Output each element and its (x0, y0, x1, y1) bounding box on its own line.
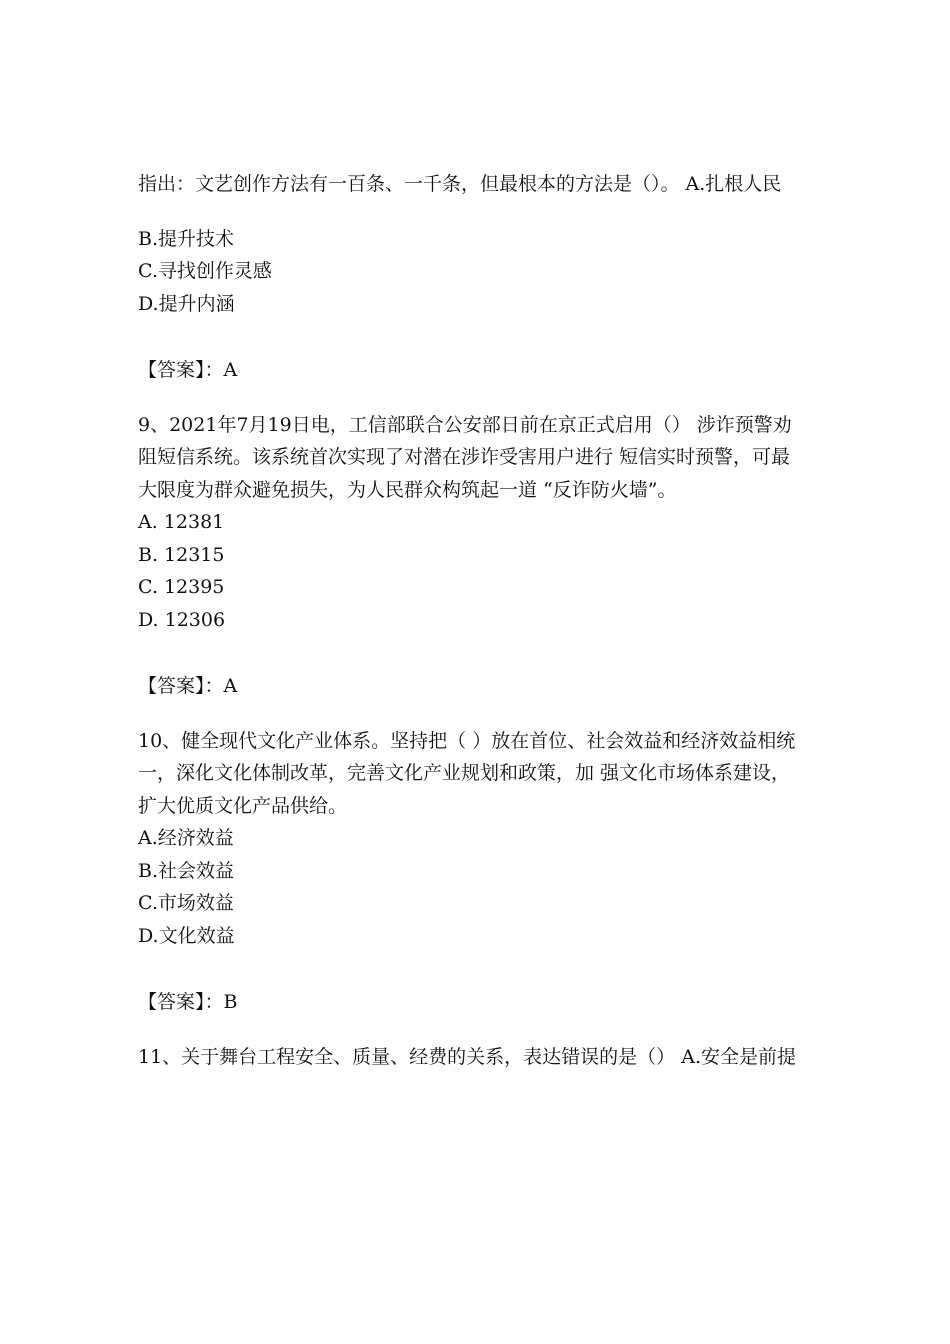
q9-option-c: C. 12395 (138, 576, 225, 598)
q9-stem: 9、2021年7月19日电，工信部联合公安部日前在京正式启用（） 涉诈预警劝阻短信系统。该系统首次实现了对潜在涉诈受害用户进行 短信实时预警，可最大限度为群众避免损失，为人民群众构筑起一道 “反诈防火墙”。 (138, 413, 792, 501)
q9-option-d: D. 12306 (138, 608, 226, 631)
q9-answer: 【答案】：A (138, 675, 238, 697)
spacer (138, 387, 798, 409)
spacer (138, 703, 798, 725)
spacer (138, 952, 798, 986)
q10-option-d: D.文化效益 (138, 924, 235, 947)
q8-option-c: C.寻找创作灵感 (138, 260, 272, 282)
q8-stem: 指出：文艺创作方法有一百条、一千条，但最根本的方法是（）。 A.扎根人民 (138, 173, 782, 195)
q9-option-a: A. 12381 (138, 511, 225, 533)
q8-option-d: D.提升内涵 (138, 292, 235, 315)
q8-option-b: B.提升技术 (138, 227, 235, 250)
spacer (138, 320, 798, 354)
spacer (138, 1019, 798, 1041)
q10-stem: 10、健全现代文化产业体系。坚持把（ ）放在首位、社会效益和经济效益相统一，深化文化体制改革，完善文化产业规划和政策，加 强文化市场体系建设，扩大优质文化产品供给。 (138, 729, 796, 817)
q10-answer: 【答案】：B (138, 991, 238, 1013)
q8-answer: 【答案】：A (138, 359, 238, 381)
q10-option-c: C.市场效益 (138, 892, 234, 914)
spacer (138, 636, 798, 670)
spacer (138, 201, 798, 223)
q10-option-a: A.经济效益 (138, 827, 234, 849)
q11-stem: 11、关于舞台工程安全、质量、经费的关系，表达错误的是（） A.安全是前提 (138, 1045, 796, 1068)
document-page (138, 168, 798, 1073)
q10-option-b: B.社会效益 (138, 859, 235, 882)
q9-option-b: B. 12315 (138, 543, 225, 566)
